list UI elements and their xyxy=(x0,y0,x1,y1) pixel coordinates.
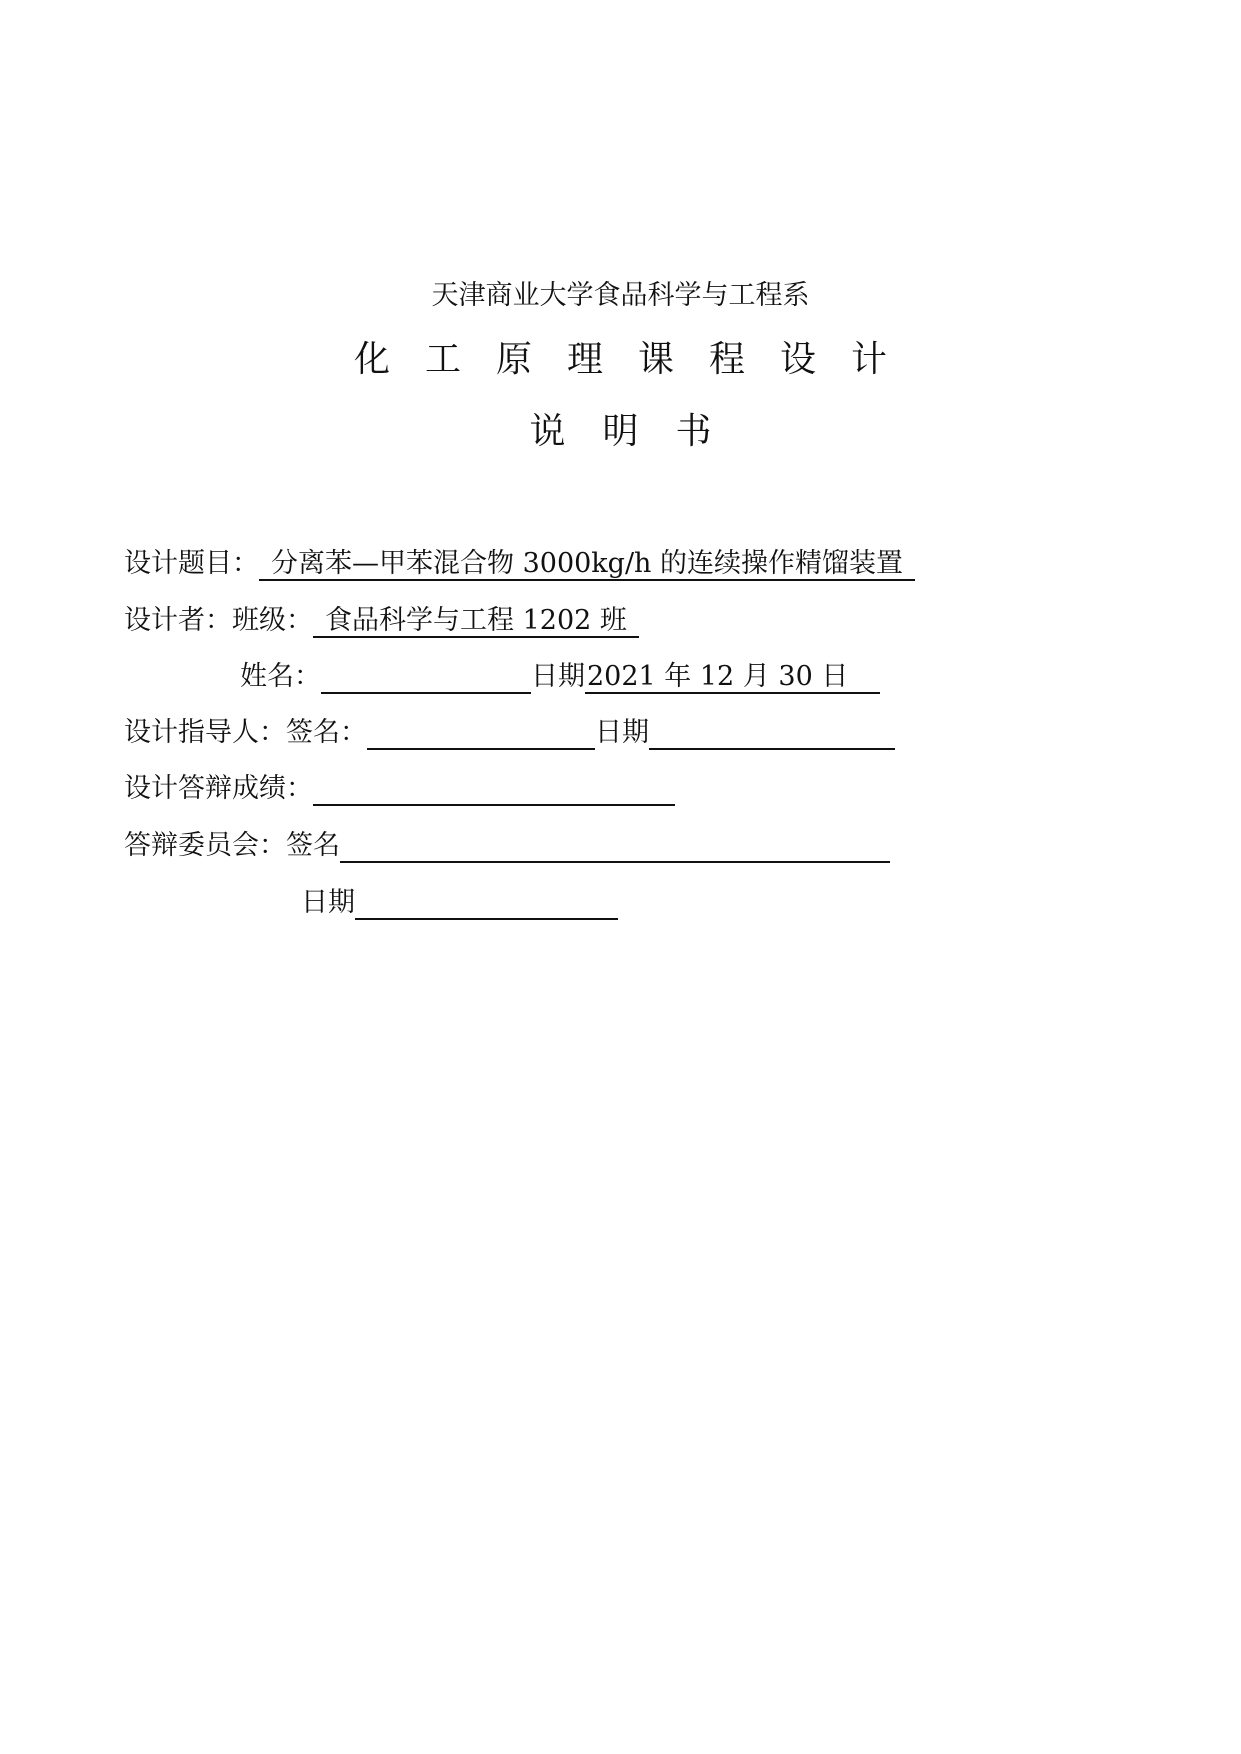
advisor-row xyxy=(124,716,895,750)
designer-row xyxy=(124,604,639,638)
grade-label: 设计答辩成绩： xyxy=(124,773,313,804)
designer-label: 设计者： xyxy=(124,605,232,636)
course-title: 化工原理课程设计 xyxy=(353,339,922,380)
topic-row xyxy=(124,547,915,581)
name-date-row xyxy=(240,660,880,694)
committee-label: 答辩委员会： xyxy=(124,830,286,861)
committee-sign-label: 签名 xyxy=(286,830,340,861)
committee-row xyxy=(124,829,890,863)
topic-label: 设计题目： xyxy=(124,548,259,579)
advisor-label: 设计指导人： xyxy=(124,717,286,748)
advisor-sign-field[interactable] xyxy=(367,718,595,750)
department-heading: 天津商业大学食品科学与工程系 xyxy=(431,280,810,311)
committee-date-field[interactable] xyxy=(355,888,618,920)
grade-row xyxy=(124,772,675,806)
name-field[interactable] xyxy=(321,662,531,694)
name-label: 姓名： xyxy=(240,661,321,692)
class-field[interactable]: 食品科学与工程 1202 班 xyxy=(313,606,639,638)
advisor-date-field[interactable] xyxy=(649,718,895,750)
document-subtitle: 说明书 xyxy=(529,411,749,452)
advisor-sign-label: 签名： xyxy=(286,717,367,748)
committee-date-label: 日期 xyxy=(301,887,355,918)
date-field[interactable]: 2021 年 12 月 30 日 xyxy=(585,662,880,694)
committee-date-row xyxy=(301,886,618,920)
topic-field[interactable]: 分离苯—甲苯混合物 3000kg/h 的连续操作精馏装置 xyxy=(259,549,915,581)
date-label: 日期 xyxy=(531,661,585,692)
grade-field[interactable] xyxy=(313,774,675,806)
advisor-date-label: 日期 xyxy=(595,717,649,748)
class-label: 班级： xyxy=(232,605,313,636)
committee-sign-field[interactable] xyxy=(340,831,890,863)
